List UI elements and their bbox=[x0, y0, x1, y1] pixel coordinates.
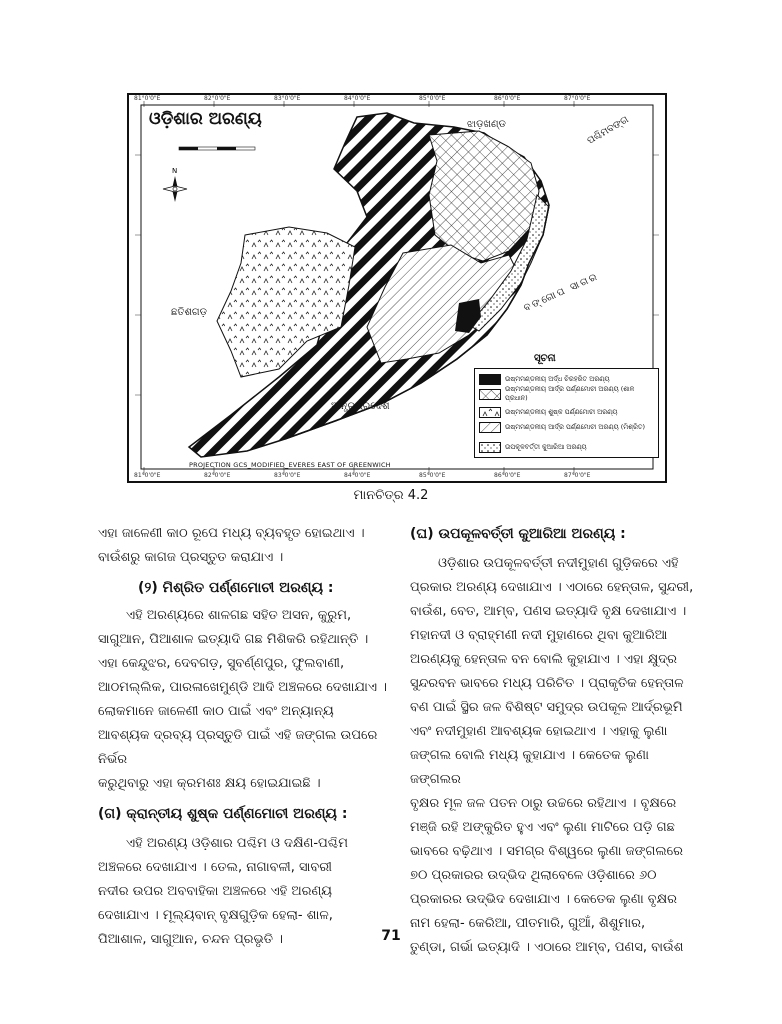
place-jharkhand: ଝାଡ଼ଖଣ୍ଡ bbox=[467, 119, 506, 130]
tick-top: 83°0'0"E bbox=[274, 95, 301, 102]
projection-note: PROJECTION GCS_MODIFIED_EVERES EAST OF GREENWICH bbox=[189, 461, 391, 469]
legend-item bbox=[479, 421, 645, 433]
place-bay-of-bengal: ବଙ୍ଗୋପ ସାଗର bbox=[522, 271, 601, 314]
tick-top: 85°0'0"E bbox=[419, 95, 446, 102]
north-arrow-icon bbox=[163, 176, 187, 202]
tick-top: 81°0'0"E bbox=[134, 95, 161, 102]
legend-heading: ସୂଚନା bbox=[534, 353, 556, 364]
compass-letter: N bbox=[172, 167, 178, 175]
legend-item bbox=[479, 385, 658, 402]
tick-bottom: 84°0'0"E bbox=[344, 472, 371, 479]
tick-bottom: 85°0'0"E bbox=[419, 472, 446, 479]
place-chhattisgarh: ଛତିଶଗଡ଼ bbox=[171, 307, 207, 318]
legend-label: ଉଷ୍ମମଣ୍ଡଳୀୟ ଅର୍ଦ୍ଧ ଚିରହରିତ ଅରଣ୍ୟ bbox=[505, 374, 610, 383]
legend-label: ଉପକୂଳବର୍ତ୍ତୀ କୁଆରିଆ ଅରଣ୍ୟ bbox=[505, 442, 587, 451]
legend-swatch-cross bbox=[479, 389, 501, 400]
tick-top: 82°0'0"E bbox=[204, 95, 231, 102]
section-heading: (ଘ) ଉପକୂଳବର୍ତ୍ତୀ କୁଆରିଆ ଅରଣ୍ୟ : bbox=[410, 526, 626, 542]
left-column bbox=[98, 522, 388, 952]
page-number: 71 bbox=[381, 928, 401, 944]
legend-item bbox=[479, 406, 617, 418]
legend-item bbox=[479, 373, 610, 385]
legend-label: ଉଷ୍ମମଣ୍ଡଳୀୟ ଆର୍ଦ୍ର ପର୍ଣ୍ଣମୋଚୀ ଅରଣ୍ୟ (ମିଶ୍ରିତ) bbox=[505, 422, 646, 431]
paragraph: ଏହା ଜାଳେଣୀ କାଠ ରୂପେ ମଧ୍ୟ ବ୍ୟବହୃତ ହୋଇଥାଏ । ବାଉଁଶରୁ କାଗଜ ପ୍ରସ୍ତୁତ କରାଯାଏ । bbox=[98, 526, 365, 565]
section-heading: (ଗ) କ୍ରାନ୍ତୀୟ ଶୁଷ୍କ ପର୍ଣ୍ଣମୋଚୀ ଅରଣ୍ୟ : bbox=[98, 806, 348, 822]
legend-label: ଉଷ୍ମମଣ୍ଡଳୀୟ ଶୁଷ୍କ ପର୍ଣ୍ଣମୋଚୀ ଅରଣ୍ୟ bbox=[505, 407, 618, 416]
tick-bottom: 87°0'0"E bbox=[564, 472, 591, 479]
right-column bbox=[410, 522, 700, 960]
paragraph: ଏହି ଅରଣ୍ୟ ଓଡ଼ିଶାର ପଶ୍ଚିମ ଓ ଦକ୍ଷିଣ-ପଶ୍ଚିମ ଅଞ୍ଚଳରେ ଦେଖାଯାଏ । ତେଲ, ନାଗାବଳୀ, ସାବରୀ ନଦୀର ଉପର ଅବବାହିକା ଅଞ୍ଚଳରେ ଏହି ଅରଣ୍ୟ ଦେଖାଯାଏ । ମୂଲ୍ୟବାନ୍ ବୃକ୍ଷଗୁଡ଼ିକ ହେଲା- ଶାଳ, ପିଆଶାଳ, ସାଗୁଆନ, ଚନ୍ଦନ ପ୍ରଭୃତି । bbox=[98, 836, 348, 947]
section-heading: (୨) ମିଶ୍ରିତ ପର୍ଣ୍ଣମୋଚୀ ଅରଣ୍ୟ : bbox=[138, 580, 334, 596]
tick-bottom: 83°0'0"E bbox=[274, 472, 301, 479]
map-legend bbox=[474, 368, 659, 458]
paragraph: ଓଡ଼ିଶାର ଉପକୂଳବର୍ତ୍ତୀ ନଦୀମୁହାଣ ଗୁଡ଼ିକରେ ଏହି ପ୍ରକାର ଅରଣ୍ୟ ଦେଖାଯାଏ । ଏଠାରେ ହେନ୍ତାଳ, ସୁନ୍ଦରୀ, ବାଉଁଶ, ବେତ, ଆମ୍ବ, ପଣସ ଇତ୍ୟାଦି ବୃକ୍ଷ ଦେଖାଯାଏ । ମହାନଦୀ ଓ ବ୍ରାହ୍ମଣୀ ନଦୀ ମୁହାଣରେ ଥିବା କୁଆରିଆ ଅରଣ୍ୟକୁ ହେନ୍ତାଳ ବନ ବୋଲି କୁହାଯାଏ । ଏହା କ୍ଷୁଦ୍ର ସୁନ୍ଦରବନ ଭାବରେ ମଧ୍ୟ ପରିଚିତ । ପ୍ରାକୃତିକ ହେନ୍ତାଳ ବଣ ପାଇଁ ସ୍ଥିର ଜଳ ବିଶିଷ୍ଟ ସମୁଦ୍ର ଉପକୂଳ ଆର୍ଦ୍ରଭୂମି ଏବଂ ନଦୀମୁହାଣ ଆବଶ୍ୟକ ହୋଇଥାଏ । ଏହାକୁ ଲୁଣା ଜଙ୍ଗଲ ବୋଲି ମଧ୍ୟ କୁହାଯାଏ । କେତେକ ଲୁଣା ଜଙ୍ଗଲର ବୃକ୍ଷର ମୂଳ ଜଳ ପତନ ଠାରୁ ଉଚ୍ଚରେ ରହିଥାଏ । ବୃକ୍ଷରେ ମଞ୍ଜି ରହି ଅଙ୍କୁରିତ ହୁଏ ଏବଂ ଲୁଣା ମାଟିରେ ପଡ଼ି ଗଛ ଭାବରେ ବଢ଼ିଥାଏ । ସମଗ୍ର ବିଶ୍ୱରେ ଲୁଣା ଜଙ୍ଗଲରେ ୭୦ ପ୍ରକାରର ଉଦ୍ଭିଦ ଥିଲାବେଳେ ଓଡ଼ିଶାରେ ୬୦ ପ୍ରକାରର ଉଦ୍ଭିଦ ଦେଖାଯାଏ । କେତେକ ଲୁଣା ବୃକ୍ଷର ନାମ ହେଲା- କେରିଆ, ପୀତମାରି, ଗୁଆଁ, ଶିଶୁମାର, ତୁଣ୍ଡା, ଗର୍ଭା ଇତ୍ୟାଦି । ଏଠାରେ ଆମ୍ବ, ପଣସ, ବାଉଁଶ bbox=[410, 556, 694, 955]
legend-label: ଉଷ୍ମମଣ୍ଡଳୀୟ ଆର୍ଦ୍ର ପର୍ଣ୍ଣମୋଚୀ ଅରଣ୍ୟ (ଶାଳ ପ୍ରଧାନ) bbox=[505, 385, 635, 402]
legend-swatch-black bbox=[479, 374, 501, 385]
place-west-bengal: ପଶ୍ଚିମବଙ୍ଗ bbox=[585, 114, 631, 147]
legend-swatch-dots bbox=[479, 442, 501, 453]
tick-bottom: 86°0'0"E bbox=[494, 472, 521, 479]
tick-bottom: 81°0'0"E bbox=[134, 472, 161, 479]
paragraph: ଏହି ଅରଣ୍ୟରେ ଶାଳଗଛ ସହିତ ଅସନ, କୁରୁମ, ସାଗୁଆନ, ପିଆଶାଳ ଇତ୍ୟାଦି ଗଛ ମିଶିକରି ରହିଥାନ୍ତି । ଏହା କେନ୍ଦୁଝର, ଦେବଗଡ଼, ସୁବର୍ଣ୍ଣପୁର, ଫୁଲବାଣୀ, ଆଠମଲ୍ଲିକ, ପାରଳାଖେମୁଣ୍ଡି ଆଦି ଅଞ୍ଚଳରେ ଦେଖାଯାଏ । ଲୋକମାନେ ଜାଳେଣୀ କାଠ ପାଇଁ ଏବଂ ଅନ୍ୟାନ୍ୟ ଆବଶ୍ୟକ ଦ୍ରବ୍ୟ ପ୍ରସ୍ତୁତି ପାଇଁ ଏହି ଜଙ୍ଗଲ ଉପରେ ନିର୍ଭର କରୁଥିବାରୁ ଏହା କ୍ରମଶଃ କ୍ଷୟ ହୋଇଯାଇଛି । bbox=[98, 608, 387, 791]
forest-map bbox=[127, 93, 667, 483]
tick-top: 84°0'0"E bbox=[344, 95, 371, 102]
tick-top: 86°0'0"E bbox=[494, 95, 521, 102]
figure-caption: ମାନଚିତ୍ର 4.2 bbox=[353, 488, 429, 503]
tick-top: 87°0'0"E bbox=[564, 95, 591, 102]
legend-swatch-leaf bbox=[479, 407, 501, 418]
map-title: ଓଡ଼ିଶାର ଅରଣ୍ୟ bbox=[149, 109, 262, 129]
legend-swatch-diag bbox=[479, 422, 501, 433]
scale-bar bbox=[179, 147, 255, 150]
place-andhra-pradesh: ଆନ୍ଧ୍ରପ୍ରଦେଶ bbox=[331, 401, 390, 412]
legend-item bbox=[479, 441, 587, 453]
tick-bottom: 82°0'0"E bbox=[204, 472, 231, 479]
